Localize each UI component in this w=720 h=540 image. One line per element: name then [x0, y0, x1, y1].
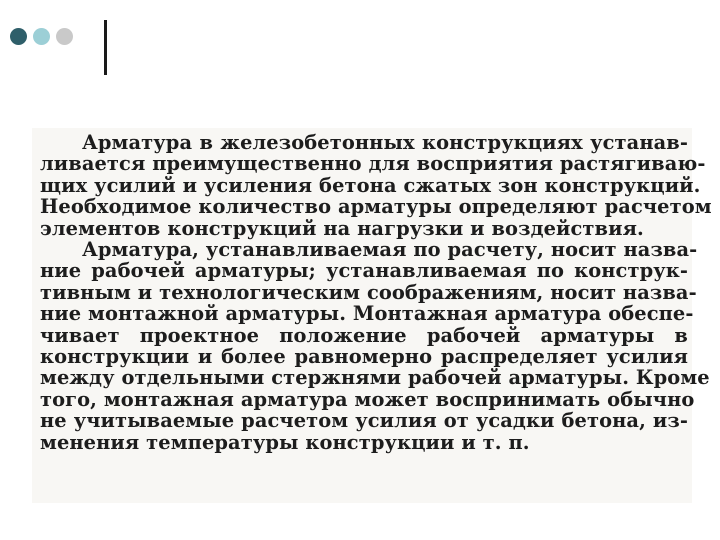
- text-line: Арматура в железобетонных конструкциях устанав-: [82, 131, 688, 154]
- text-line: менения температуры конструкции и т. п.: [40, 430, 530, 454]
- text-line: ние рабочей арматуры; устанавливаемая по конструк-: [40, 259, 688, 283]
- text-line: тивным и технологическим соображениям, носит назва-: [40, 280, 697, 304]
- text-line: конструкции и более равномерно распределяет усилия: [40, 345, 688, 369]
- text-line: щих усилий и усиления бетона сжатых зон конструкций.: [40, 173, 701, 197]
- text-line: не учитываемые расчетом усилия от усадки бетона, из-: [40, 409, 688, 433]
- dot-gray: [56, 28, 73, 45]
- text-line: Арматура, устанавливаемая по расчету, носит назва-: [82, 238, 698, 262]
- vertical-divider: [104, 20, 107, 75]
- text-line: элементов конструкций на нагрузки и воздействия.: [40, 216, 644, 240]
- document-text: [40, 131, 712, 454]
- decorative-dots: [10, 26, 73, 46]
- dot-light: [33, 28, 50, 45]
- text-line: ние монтажной арматуры. Монтажная арматура обеспе-: [40, 302, 694, 326]
- text-line: того, монтажная арматура может воспринимать обычно: [40, 387, 695, 411]
- text-line: ливается преимущественно для восприятия растягиваю-: [40, 152, 706, 176]
- text-line: между отдельными стержнями рабочей арматуры. Кроме: [40, 366, 710, 390]
- dot-dark: [10, 28, 27, 45]
- text-line: чивает проектное положение рабочей арматуры в: [40, 323, 688, 347]
- text-line: Необходимое количество арматуры определяют расчетом: [40, 195, 712, 219]
- scanned-text-image: [32, 128, 712, 503]
